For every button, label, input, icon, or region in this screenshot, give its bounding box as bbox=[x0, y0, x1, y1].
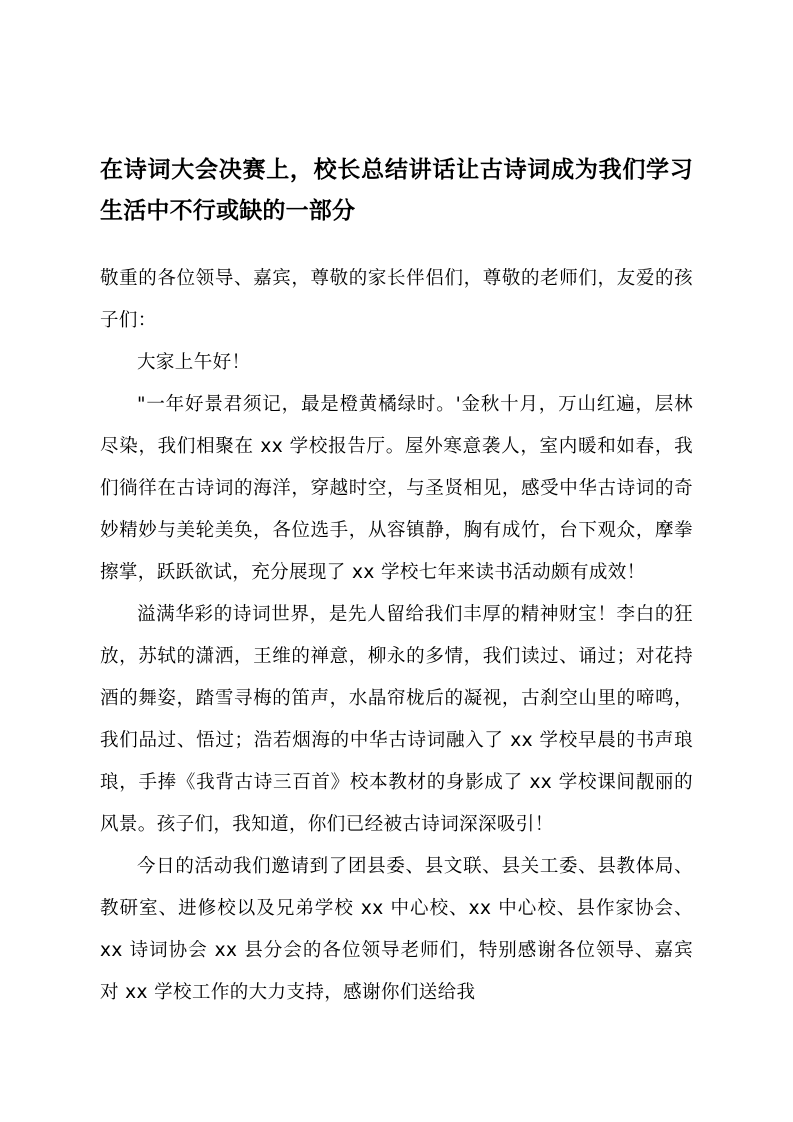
paragraph-2: 溢满华彩的诗词世界，是先人留给我们丰厚的精神财宝！李白的狂放，苏轼的潇洒，王维的禅意，柳永的多情，我们读过、诵过；对花持酒的舞姿，踏雪寻梅的笛声，水晶帘栊后的凝视，古刹空山里的啼鸣，我们品过、悟过；浩若烟海的中华古诗词融入了 xx 学校早晨的书声琅琅，手捧《我背古诗三百首》校本教材的身影成了 xx 学校课间靓丽的风景。孩子们，我知道，你们已经被古诗词深深吸引！ bbox=[100, 604, 693, 835]
paragraph-1: "一年好景君须记，最是橙黄橘绿时。'金秋十月，万山红遍，层林尽染，我们相聚在 xx 学校报告厅。屋外寒意袭人，室内暖和如春，我们徜徉在古诗词的海洋，穿越时空，与圣贤相见，感受中华古诗词的奇妙精妙与美轮美奂，各位选手，从容镇静，胸有成竹，台下观众，摩拳擦掌，跃跃欲试，充分展现了 xx 学校七年来读书活动颇有成效！ bbox=[100, 394, 693, 583]
paragraph-salutation: 敬重的各位领导、嘉宾，尊敬的家长伴侣们，尊敬的老师们，友爱的孩子们： bbox=[100, 268, 693, 331]
paragraph-greeting: 大家上午好！ bbox=[137, 352, 251, 373]
document-body bbox=[100, 258, 693, 1014]
page-title: 在诗词大会决赛上，校长总结讲话让古诗词成为我们学习生活中不行或缺的一部分 bbox=[100, 157, 693, 224]
paragraph-3: 今日的活动我们邀请到了团县委、县文联、县关工委、县教体局、教研室、进修校以及兄弟学校 xx 中心校、xx 中心校、县作家协会、xx 诗词协会 xx 县分会的各位领导老师们，特别感谢各位领导、嘉宾对 xx 学校工作的大力支持，感谢你们送给我 bbox=[100, 856, 693, 1003]
